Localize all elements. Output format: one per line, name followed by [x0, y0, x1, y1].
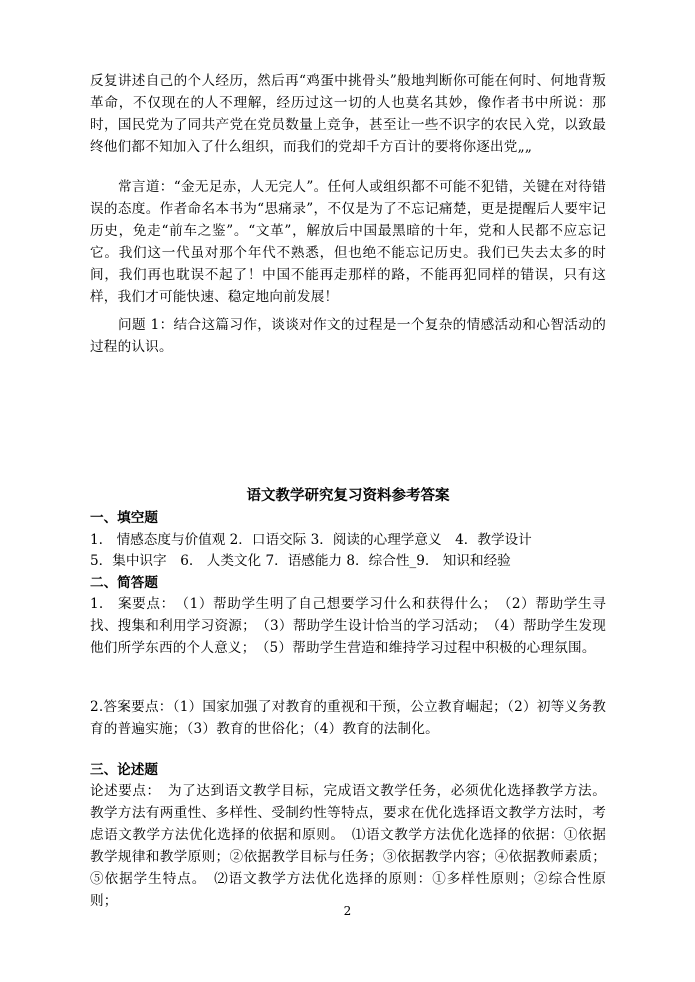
- essay-heading: 三、论述题: [90, 762, 158, 778]
- fill-in-answers-line-1: 1. 情感态度与价值观 2．口语交际 3．阅读的心理学意义 4．教学设计: [90, 532, 532, 548]
- short-answer-heading: 二、简答题: [90, 575, 158, 591]
- answer-section-title: 语文教学研究复习资料参考答案: [246, 488, 450, 504]
- paragraph-question-1: 问题 1：结合这篇习作，谈谈对作文的过程是一个复杂的情感活动和心智活动的过程的认识。: [90, 317, 606, 355]
- short-answer-2: 2.答案要点：（1）国家加强了对教育的重视和干预，公立教育崛起；（2）初等义务教育的普遍实施；（3）教育的世俗化；（4）教育的法制化。: [90, 699, 606, 737]
- essay-answer: 论述要点： 为了达到语文教学目标，完成语文教学任务，必须优化选择教学方法。教学方法有两重性、多样性、受制约性等特点，要求在优化选择语文教学方法时，考虑语文教学方法优化选择的依据和原则。 ⑴语文教学方法优化选择的依据：①依据教学规律和教学原则；②依据教学目标与任务；③依据教学内容；④依据教师素质；⑤依据学生特点。 ⑵语文教学方法优化选择的原则：①多样性原则；②综合性原则；: [90, 783, 606, 909]
- fill-in-answers-line-2: 5．集中识字 6. 人类文化 7．语感能力 8．综合性_9. 知识和经验: [90, 553, 511, 569]
- fill-in-heading: 一、填空题: [90, 510, 158, 526]
- paragraph-personal-history: 反复讲述自己的个人经历，然后再“鸡蛋中挑骨头”般地判断你可能在何时、何地背叛革命，不仅现在的人不理解，经历过这一切的人也莫名其妙，像作者书中所说：那时，国民党为了同共产党在党员数量上竞争，甚至让一些不识字的农民入党，以致最终他们都不知加入了什么组织，而我们的党却千方百计的要将你逐出党„„: [90, 73, 606, 155]
- page-number: 2: [343, 904, 352, 918]
- short-answer-1: 1. 案要点： （1）帮助学生明了自己想要学习什么和获得什么； （2）帮助学生寻找、搜集和利用学习资源； （3）帮助学生设计恰当的学习活动； （4）帮助学生发现他们所学东西的个人意义； （5）帮助学生营造和维持学习过程中积极的心理氛围。: [90, 596, 606, 656]
- paragraph-reflection: 常言道：“金无足赤，人无完人”。任何人或组织都不可能不犯错，关键在对待错误的态度。作者命名本书为“思痛录”，不仅是为了不忘记痛楚，更是提醒后人要牢记历史，免走“前车之鉴”。“文革”，解放后中国最黑暗的十年，党和人民都不应忘记它。我们这一代虽对那个年代不熟悉，但也绝不能忘记历史。我们已失去太多的时间，我们再也耽误不起了！中国不能再走那样的路，不能再犯同样的错误，只有这样，我们才可能快速、稳定地向前发展！: [90, 179, 606, 305]
